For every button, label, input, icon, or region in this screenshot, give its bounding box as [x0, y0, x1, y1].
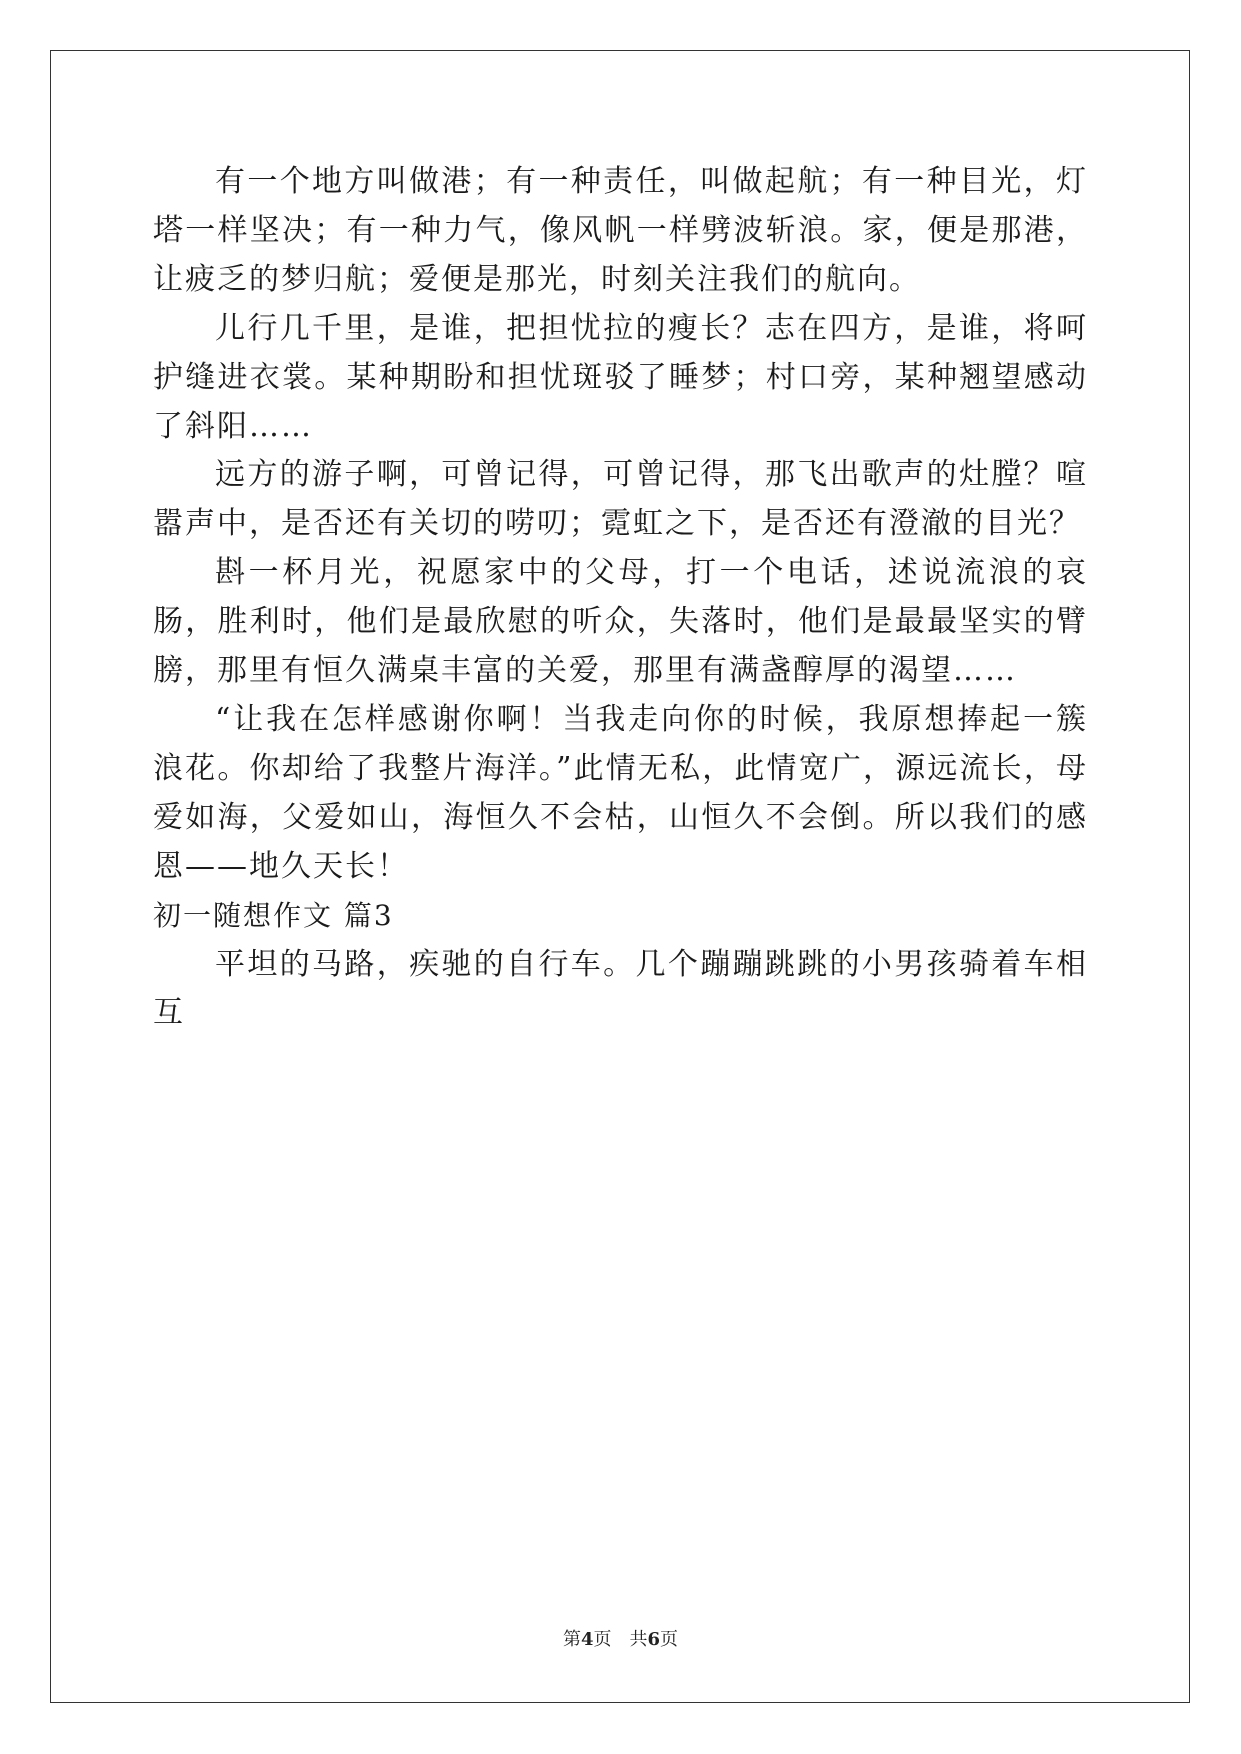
paragraph-1: 有一个地方叫做港；有一种责任，叫做起航；有一种目光，灯塔一样坚决；有一种力气，像风帆一样劈波斩浪。家，便是那港，让疲乏的梦归航；爱便是那光，时刻关注我们的航向。: [153, 164, 1088, 297]
paragraph-2: 儿行几千里，是谁，把担忧拉的瘦长？志在四方，是谁，将呵护缝进衣裳。某种期盼和担忧斑驳了睡梦；村口旁，某种翘望感动了斜阳……: [153, 310, 1088, 444]
paragraph-4: 斟一杯月光，祝愿家中的父母，打一个电话，述说流浪的哀肠，胜利时，他们是最欣慰的听众，失落时，他们是最最坚实的臂膀，那里有恒久满桌丰富的关爱，那里有满盏醇厚的渴望……: [153, 555, 1088, 689]
paragraph-5: “让我在怎样感谢你啊！当我走向你的时候，我原想捧起一簇浪花。你却给了我整片海洋。”此情无私，此情宽广，源远流长，母爱如海，父爱如山，海恒久不会枯，山恒久不会倒。所以我们的感恩——地久天长！: [153, 701, 1088, 884]
footer-middle: 页 共: [593, 1629, 648, 1650]
paragraph-3: 远方的游子啊，可曾记得，可曾记得，那飞出歌声的灶膛？喧嚣声中，是否还有关切的唠叨；霓虹之下，是否还有澄澈的目光？: [153, 457, 1088, 542]
footer-suffix: 页: [660, 1629, 679, 1650]
page-footer: [0, 1625, 1241, 1651]
document-body: [153, 158, 1088, 1038]
total-page-number: 6: [647, 1629, 661, 1650]
paragraph-6: 平坦的马路，疾驰的自行车。几个蹦蹦跳跳的小男孩骑着车相互: [153, 946, 1088, 1031]
current-page-number: 4: [580, 1629, 594, 1650]
section-heading: 初一随想作文 篇3: [153, 898, 394, 932]
footer-prefix: 第: [562, 1629, 581, 1650]
